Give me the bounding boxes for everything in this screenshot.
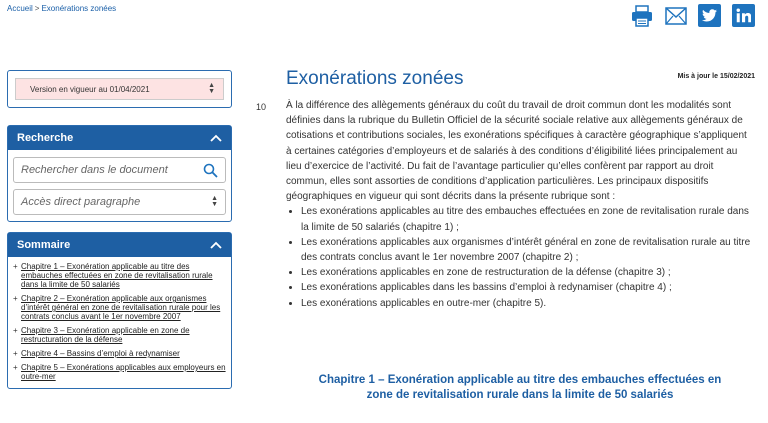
- list-item: • Les exonérations applicables en outre-mer (chapitre 5).: [301, 296, 752, 311]
- sommaire-link[interactable]: Chapitre 2 – Exonération applicable aux organismes d’intérêt général en zone de revitalisation rurale pour les contrats conclus avant le 1er novembre 2007: [21, 294, 221, 321]
- list-item: • Les exonérations applicables aux organismes d’intérêt général en zone de revitalisation rurale au titre des contrats conclus avant le 1er novembre 2007 (chapitre 2) ;: [301, 235, 752, 265]
- version-label: Version en vigueur au 01/04/2021: [30, 84, 150, 94]
- intro-text: À la différence des allègements généraux du coût du travail de droit commun dont les modalités sont définies dans la rubrique du Bulletin Officiel de la sécurité sociale relative aux allègements généraux de cotisations et contributions sociales, les exonérations spécifiques à caractère géographique s’appliquent à certaines catégories d’employeurs et de salariés à des conditions d’éligibilité liées principalement au lieu d’exercice de l’activité. Du fait de l’avantage particulier qu’elles confèrent par rapport au droit commun, elles sont assorties de conditions d’application particulières. Les principaux dispositifs géographiques en vigueur qui sont décrits dans la présente rubrique sont :: [286, 100, 747, 203]
- breadcrumb: [7, 4, 116, 13]
- version-select[interactable]: [15, 78, 224, 100]
- twitter-icon[interactable]: [698, 4, 721, 27]
- select-arrows-icon: ▲ ▼: [211, 195, 218, 208]
- sommaire-title: Sommaire: [17, 239, 71, 251]
- expand-icon[interactable]: +: [13, 363, 18, 372]
- breadcrumb-home-link[interactable]: Accueil: [7, 4, 33, 13]
- breadcrumb-separator: >: [34, 4, 40, 13]
- list-item: • Les exonérations applicables dans les bassins d’emploi à redynamiser (chapitre 4) ;: [301, 280, 752, 295]
- list-item: • Les exonérations applicables en zone de restructuration de la défense (chapitre 3) ;: [301, 265, 752, 280]
- recherche-panel: [7, 125, 232, 222]
- expand-icon[interactable]: +: [13, 262, 18, 271]
- sommaire-link[interactable]: Chapitre 5 – Exonérations applicables aux employeurs en outre-mer: [21, 363, 226, 381]
- sommaire-link[interactable]: Chapitre 1 – Exonération applicable au titre des embauches effectuées en zone de revitalisation rurale dans la limite de 50 salariés: [21, 262, 213, 289]
- direct-access-select[interactable]: [13, 189, 226, 215]
- select-arrows-icon: ▲ ▼: [208, 82, 215, 95]
- linkedin-icon[interactable]: [732, 4, 755, 27]
- sommaire-item: [13, 326, 226, 344]
- recherche-header[interactable]: [8, 126, 231, 150]
- version-box: [7, 70, 232, 108]
- list-item: • Les exonérations applicables au titre des embauches effectuées en zone de revitalisation rurale dans la limite de 50 salariés (chapitre 1) ;: [301, 204, 752, 234]
- sommaire-item: [13, 349, 226, 358]
- expand-icon[interactable]: +: [13, 326, 18, 335]
- chevron-up-icon: [210, 241, 222, 249]
- sommaire-link[interactable]: Chapitre 3 – Exonération applicable en zone de restructuration de la défense: [21, 326, 190, 344]
- recherche-title: Recherche: [17, 132, 74, 144]
- sommaire-item: [13, 363, 226, 381]
- search-placeholder: Rechercher dans le document: [21, 164, 168, 176]
- search-icon[interactable]: [203, 163, 218, 178]
- email-icon[interactable]: [664, 4, 687, 27]
- direct-access-placeholder: Accès direct paragraphe: [21, 196, 141, 208]
- expand-icon[interactable]: +: [13, 349, 18, 358]
- sidebar: [7, 70, 232, 399]
- sommaire-header[interactable]: [8, 233, 231, 257]
- share-toolbar: [630, 4, 755, 27]
- chevron-up-icon: [210, 134, 222, 142]
- sommaire-link[interactable]: Chapitre 4 – Bassins d’emploi à redynamiser: [21, 349, 180, 358]
- breadcrumb-current-link[interactable]: Exonérations zonées: [41, 4, 117, 13]
- chapter-heading: Chapitre 1 – Exonération applicable au titre des embauches effectuées en zone de revitalisation rurale dans la limite de 50 salariés: [318, 374, 722, 401]
- paragraph-body: [286, 98, 752, 311]
- sommaire-item: [13, 262, 226, 289]
- page-title: Exonérations zonées: [286, 68, 464, 89]
- sommaire-panel: [7, 232, 232, 389]
- update-date: Mis à jour le 15/02/2021: [677, 73, 755, 80]
- sommaire-item: [13, 294, 226, 321]
- search-input[interactable]: [13, 157, 226, 183]
- bullet-list: [286, 204, 752, 310]
- print-icon[interactable]: [630, 4, 653, 27]
- expand-icon[interactable]: +: [13, 294, 18, 303]
- sommaire-list: [8, 257, 231, 388]
- paragraph-number: 10: [256, 102, 267, 112]
